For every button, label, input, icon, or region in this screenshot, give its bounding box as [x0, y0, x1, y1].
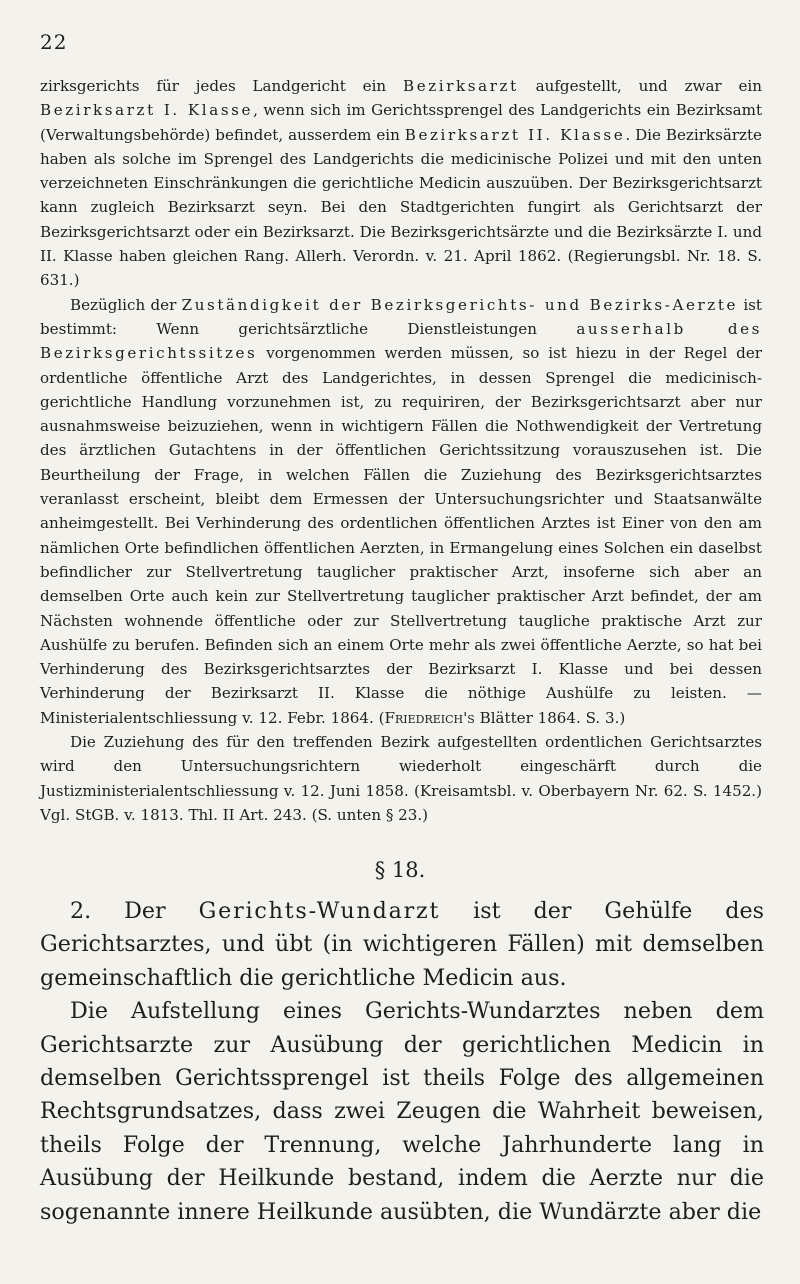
spaced-term: ausserhalb des Bezirksgerichtssitzes — [40, 319, 762, 363]
paragraph-aufstellung: Die Aufstellung eines Gerichts-Wundarztes neben dem Gerichtsarzte zur Ausübung der gerichtlichen Medicin in demselben Gerichtssprengel ist theils Folge des allgemeinen Rechtsgrundsatzes, dass zwei Zeugen die Wahrheit beweisen, theils Folge der Trennung, welche Jahrhunderte lang in Ausübung der Heilkunde bestand, indem die Aerzte nur die sogenannte innere Heilkunde ausübten, die Wundärzte aber die — [40, 998, 764, 1225]
text-run: , wenn sich im Gerichtssprengel des Landgerichts ein Bezirksamt (Verwaltungsbehörde) befindet, ausserdem ein — [40, 101, 763, 144]
text-run: 2. Der — [70, 898, 199, 924]
text-run: vorgenommen werden müssen, so ist hiezu in der Regel der ordentliche öffentliche Arzt des Landgerichtes, in dessen Sprengel die medicinisch-gerichtliche Handlung vorzunehmen ist, zu requiriren, der Bezirksgerichtsarzt aber nur ausnahmsweise beizuziehen, wenn in wichtigern Fällen die Nothwendigkeit der Vertretung des ärztlichen Gutachtens in der öffentlichen Gerichtssitzung vorauszusehen ist. Die Beurtheilung der Frage, in welchen Fällen die Zuziehung des Bezirksgerichtsarztes veranlasst erscheint, bleibt dem Ermessen der Untersuchungsrichter und Staatsanwälte anheimgestellt. Bei Verhinderung des ordentlichen öffentlichen Arztes ist Einer von den am nämlichen Orte befindlichen öffentlichen Aerzten, in Ermangelung eines Solchen ein daselbst befindlicher zur Stellvertretung tauglicher praktischer Arzt, insoferne sich aber an demselben Orte auch kein zur Stellvertretung tauglicher praktischer Arzt befindet, der am Nächsten wohnende öffentliche oder zur Stellvertretung taugliche praktische Arzt zur Aushülfe zu berufen. Befinden sich an einem Orte mehr als zwei öffentliche Aerzte, so hat bei Verhinderung des Bezirksgerichtsarztes der Bezirksarzt I. Klasse und bei dessen Verhinderung der Bezirksarzt II. Klasse die nöthige Aushülfe zu leisten. — Ministerialentschliessung v. 12. Febr. 1864. ( — [40, 344, 762, 727]
text-run: ist der Gehülfe des Gerichtsarztes, und übt (in wichtigeren Fällen) mit demselben gemeinschaftlich die gerichtliche Medicin aus. — [40, 898, 764, 991]
spaced-term: Bezirksarzt II. Klasse — [404, 125, 626, 144]
paragraph-zustaendigkeit — [40, 293, 762, 730]
main-text-block — [40, 895, 764, 1229]
spaced-term: Gerichts-Wundarzt — [198, 898, 441, 924]
text-run: ist bestimmt: Wenn gerichtsärztliche Dienstleistungen — [40, 295, 762, 338]
text-run: aufgestellt, und zwar ein — [518, 77, 762, 95]
paragraph-gerichts-wundarzt — [40, 895, 764, 995]
paragraph-zuziehung: Die Zuziehung des für den treffenden Bezirk aufgestellten ordentlichen Gerichtsarztes wird den Untersuchungsrichtern wiederholt eingeschärft durch die Justizministerialentschliessung v. 12. Juni 1858. (Kreisamtsbl. v. Oberbayern Nr. 62. S. 1452.) Vgl. StGB. v. 1813. Thl. II Art. 243. (S. unten § 23.) — [40, 733, 762, 824]
text-run: zirksgerichts für jedes Landgericht ein — [40, 77, 403, 95]
text-run: Bezüglich der — [70, 295, 182, 314]
small-caps-name: Friedreich's — [384, 708, 475, 727]
text-run: Blätter 1864. S. 3.) — [474, 708, 626, 727]
page-number: 22 — [40, 30, 68, 54]
paragraph-bezirksarzt — [40, 74, 762, 293]
small-print-block — [40, 74, 762, 827]
spaced-term: Bezirksarzt I. Klasse — [40, 101, 254, 120]
section-heading: § 18. — [374, 858, 426, 882]
spaced-term: Zuständigkeit der Bezirksgerichts- und Bezirks-Aerzte — [181, 295, 739, 314]
text-run: . Die Bezirksärzte haben als solche im Sprengel des Landgerichts die medicinische Polizei und mit den unten verzeichneten Einschränkungen die gerichtliche Medicin auszuüben. Der Bezirksgerichtsarzt kann zugleich Bezirksarzt seyn. Bei den Stadtgerichten fungirt als Gerichtsarzt der Bezirksgerichtsarzt oder ein Bezirksarzt. Die Bezirksgerichtsärzte und die Bezirksärzte I. und II. Klasse haben gleichen Rang. Allerh. Verordn. v. 21. April 1862. (Regierungsbl. Nr. 18. S. 631.) — [40, 125, 762, 290]
spaced-term: Bezirksarzt — [403, 77, 519, 95]
